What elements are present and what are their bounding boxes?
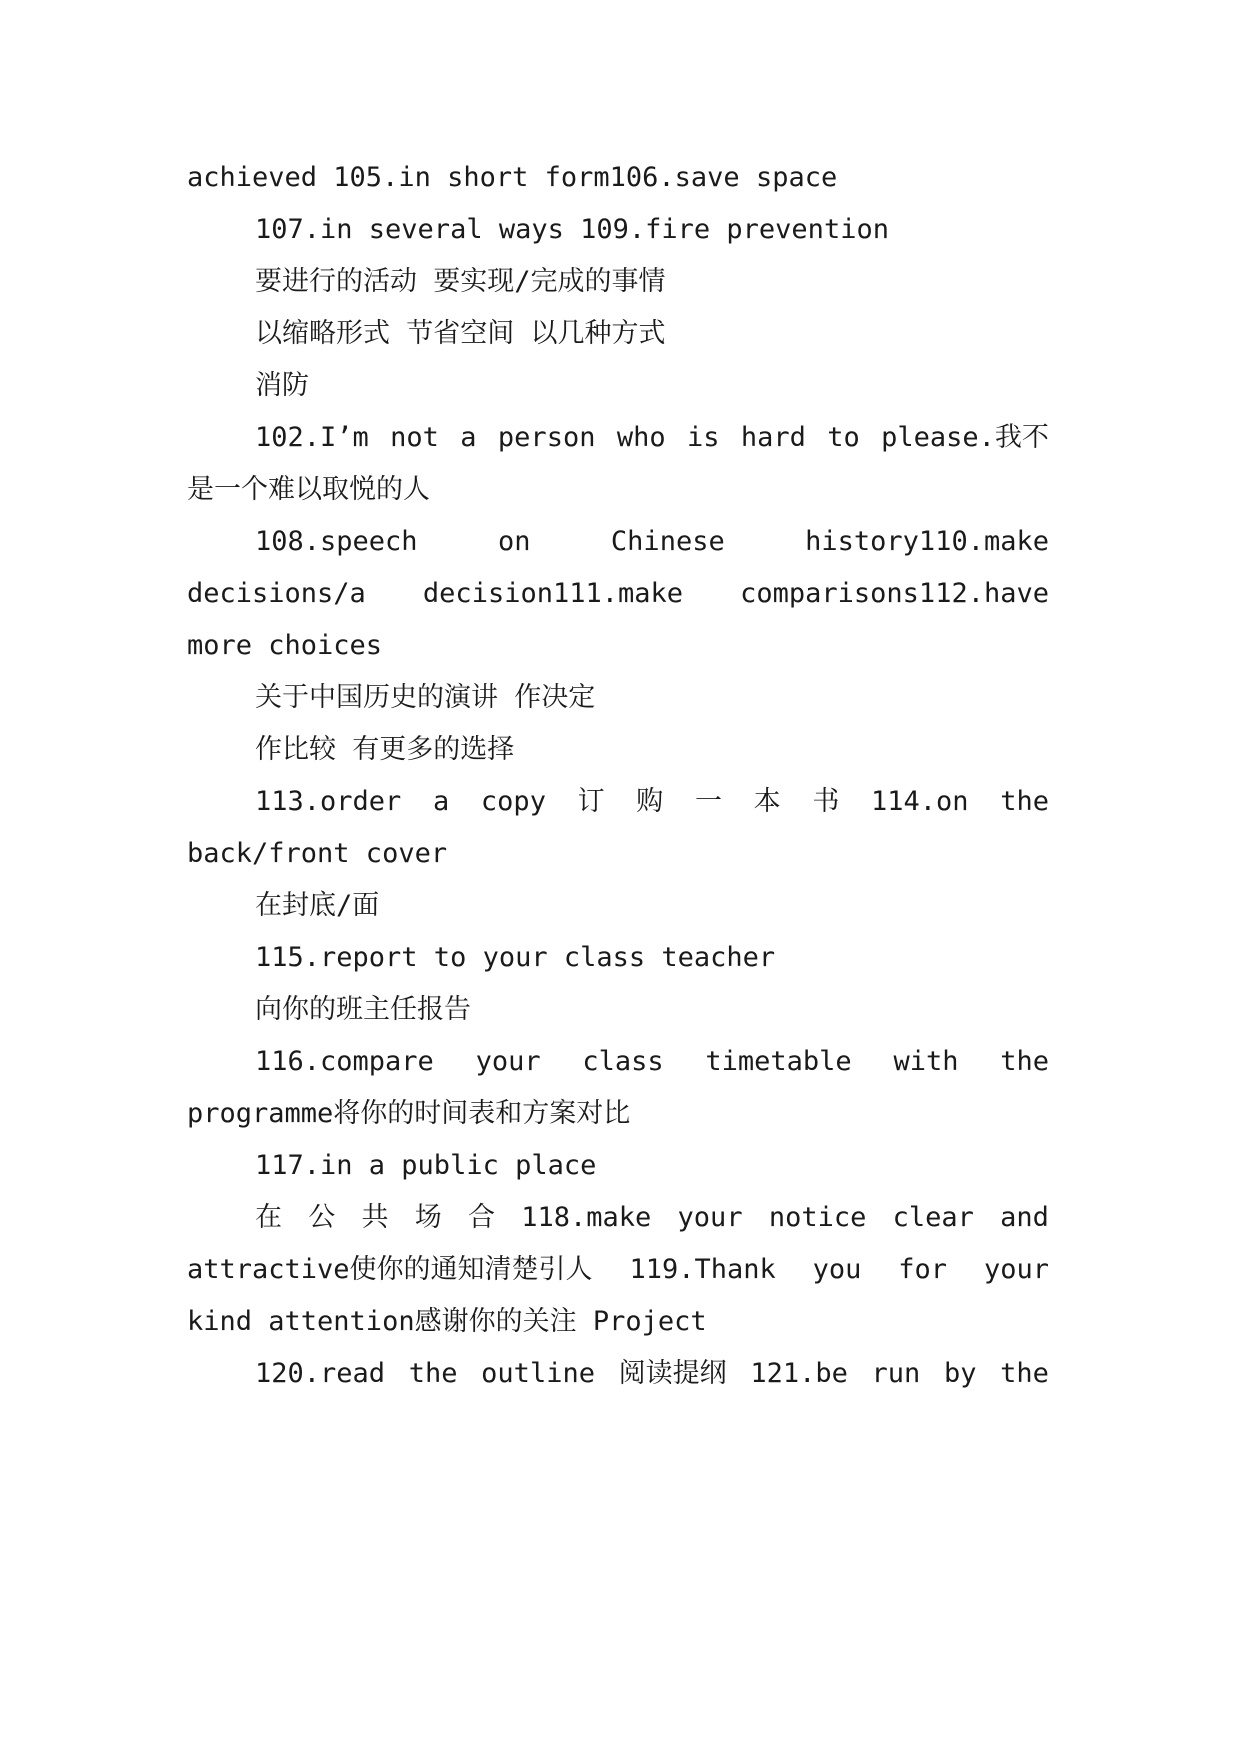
text-line: 115.report to your class teacher: [255, 942, 776, 973]
text-line: 消防: [255, 370, 309, 401]
word: decisions/a: [187, 578, 366, 609]
text-line: 以缩略形式 节省空间 以几种方式: [255, 318, 666, 349]
word: person: [497, 422, 596, 453]
word: on: [497, 526, 531, 557]
text-line: back/front cover: [187, 838, 448, 869]
text-line: 117.in a public place: [255, 1150, 597, 1181]
word: comparisons112.have: [740, 578, 1049, 609]
word: copy: [480, 786, 546, 817]
text-line: 作比较 有更多的选择: [255, 734, 515, 765]
word: the: [408, 1358, 458, 1389]
word: history110.make: [805, 526, 1049, 557]
word: a: [432, 786, 450, 817]
word: the: [1000, 786, 1049, 817]
word: 场: [414, 1202, 442, 1233]
text-line: [255, 1354, 1049, 1394]
word: 共: [361, 1202, 389, 1233]
word: run: [871, 1358, 921, 1389]
word: 118.make: [521, 1202, 652, 1233]
word: 102.I’m: [255, 422, 369, 453]
word: 购: [636, 786, 664, 817]
word: 114.on: [870, 786, 969, 817]
word: 书: [812, 786, 840, 817]
word: notice: [768, 1202, 867, 1233]
word: who: [616, 422, 666, 453]
word: by: [943, 1358, 977, 1389]
word: please.我不: [881, 422, 1049, 453]
word: 订: [577, 786, 605, 817]
text-line: 是一个难以取悦的人: [187, 474, 430, 505]
text-line: [187, 1250, 1049, 1290]
word: class: [582, 1046, 664, 1077]
word: not: [390, 422, 439, 453]
word: a: [460, 422, 477, 453]
word: 121.be: [750, 1358, 848, 1389]
word: 本: [753, 786, 781, 817]
text-line: [255, 1198, 1049, 1238]
word: the: [1000, 1358, 1049, 1389]
word: 一: [694, 786, 722, 817]
word: with: [893, 1046, 959, 1077]
word: is: [686, 422, 720, 453]
word: attractive使你的通知清楚引人: [187, 1254, 593, 1285]
text-line: [255, 522, 1049, 562]
text-line: [255, 418, 1049, 458]
word: timetable: [705, 1046, 852, 1077]
word: 在: [255, 1202, 282, 1233]
text-line: 在封底/面: [255, 890, 380, 921]
text-line: achieved 105.in short form106.save space: [187, 162, 838, 193]
word: your: [475, 1046, 541, 1077]
text-line: 要进行的活动 要实现/完成的事情: [255, 266, 666, 297]
word: Chinese: [610, 526, 725, 557]
text-line: 107.in several ways 109.fire prevention: [255, 214, 889, 245]
word: clear: [892, 1202, 974, 1233]
word: 119.Thank: [629, 1254, 776, 1285]
word: the: [1000, 1046, 1049, 1077]
word: 116.compare: [255, 1046, 434, 1077]
word: outline: [481, 1358, 595, 1389]
word: to: [827, 422, 860, 453]
word: and: [1000, 1202, 1049, 1233]
text-line: [255, 1042, 1049, 1082]
word: your: [677, 1202, 743, 1233]
text-line: [255, 782, 1049, 822]
text-line: [187, 574, 1049, 614]
word: 113.order: [255, 786, 402, 817]
word: 合: [468, 1202, 495, 1233]
word: 阅读提纲: [618, 1358, 727, 1389]
text-line: more choices: [187, 630, 383, 661]
word: 108.speech: [255, 526, 418, 557]
word: for: [898, 1254, 948, 1285]
text-line: 向你的班主任报告: [255, 994, 471, 1025]
word: hard: [740, 422, 806, 453]
text-line: programme将你的时间表和方案对比: [187, 1098, 631, 1129]
word: decision111.make: [422, 578, 684, 609]
text-line: 关于中国历史的演讲 作决定: [255, 682, 596, 713]
word: 120.read: [255, 1358, 386, 1389]
text-line: kind attention感谢你的关注 Project: [187, 1306, 707, 1337]
word: 公: [308, 1202, 336, 1233]
word: you: [812, 1254, 862, 1285]
word: your: [983, 1254, 1049, 1285]
